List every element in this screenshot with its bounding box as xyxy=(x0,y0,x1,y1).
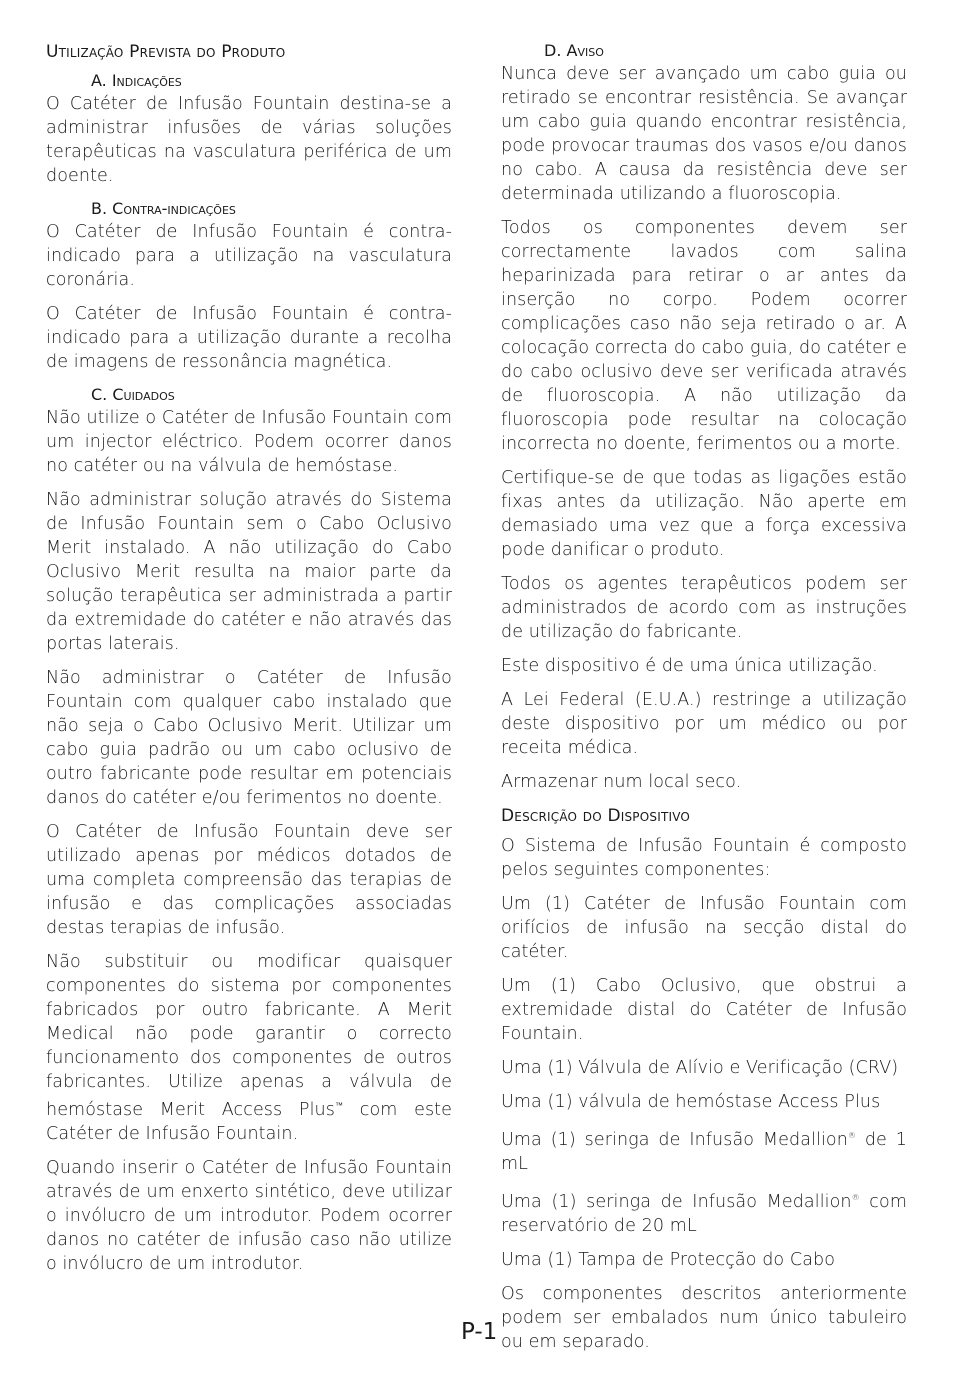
precautions-paragraph-5-text-a: Não substituir ou modificar quaisquer componentes do sistema por componentes fabricados por outro fabricante. A Merit Medical não pode garantir o correcto funcionamento dos componentes de outros fabricantes. Utilize apenas a válvula de hemóstase Merit Access Plus xyxy=(46,952,452,1120)
warning-paragraph-6: A Lei Federal (E.U.A.) restringe a utilização deste dispositivo por um médico ou por receita médica. xyxy=(501,690,907,758)
description-paragraph-7-text-b: com reservatório de 20 mL xyxy=(501,1191,907,1236)
description-paragraph-6 xyxy=(501,1124,907,1176)
warning-paragraph-2: Todos os componentes devem ser correctamente lavados com salina heparinizada para retirar o ar antes da inserção no corpo. Podem ocorrer complicações caso não seja retirado o ar. A colocação correcta do cabo guia, do catéter e do cabo oclusivo deve ser verificada através de fluoroscopia. A não utilização da fluoroscopia pode resultar na colocação incorrecta no doente, ferimentos ou a morte. xyxy=(501,218,907,454)
contraindications-paragraph-2: O Catéter de Infusão Fountain é contra-indicado para a utilização durante a recolha de imagens de ressonância magnética. xyxy=(46,304,452,372)
description-paragraph-4: Uma (1) Válvula de Alívio e Verificação (CRV) xyxy=(501,1058,899,1078)
warning-paragraph-5: Este dispositivo é de uma única utilização. xyxy=(501,656,878,676)
description-paragraph-8: Uma (1) Tampa de Protecção do Cabo xyxy=(501,1249,836,1270)
page-number: P-1 xyxy=(461,1319,498,1345)
precautions-paragraph-1: Não utilize o Catéter de Infusão Fountain com um injector eléctrico. Podem ocorrer danos no catéter ou na válvula de hemóstase. xyxy=(46,408,452,476)
subhead-warning: D. Aviso xyxy=(544,41,604,60)
description-paragraph-3: Um (1) Cabo Oclusivo, que obstrui a extremidade distal do Catéter de Infusão Fountain. xyxy=(501,976,907,1044)
description-paragraph-2: Um (1) Catéter de Infusão Fountain com orifícios de infusão na secção distal do catéter. xyxy=(501,894,907,962)
warning-paragraph-3: Certifique-se de que todas as ligações estão fixas antes da utilização. Não aperte em demasiado uma vez que a força excessiva pode danificar o produto. xyxy=(501,468,907,560)
description-paragraph-9: Os componentes descritos anteriormente podem ser embalados num único tabuleiro ou em separado. xyxy=(501,1283,907,1352)
indications-paragraph: O Catéter de Infusão Fountain destina-se a administrar infusões de várias soluções terapêuticas na vasculatura periférica de um doente. xyxy=(46,94,452,186)
description-paragraph-7-text-a: Uma (1) seringa de Infusão Medallion xyxy=(501,1191,852,1212)
contraindications-paragraph-1: O Catéter de Infusão Fountain é contra-indicado para a utilização na vasculatura coronária. xyxy=(46,222,452,290)
left-column xyxy=(46,40,452,1286)
registered-symbol-2: ® xyxy=(851,1192,860,1202)
subhead-precautions: C. Cuidados xyxy=(91,385,175,404)
precautions-paragraph-2: Não administrar solução através do Sistema de Infusão Fountain sem o Cabo Oclusivo Merit instalado. A não utilização do Cabo Oclusivo Merit resulta na maior parte da solução terapêutica ser administrada a partir da extremidade do catéter e não através das portas laterais. xyxy=(46,490,452,654)
section-title-device-description: Descrição do Dispositivo xyxy=(501,806,691,826)
right-column xyxy=(501,40,907,1364)
trademark-symbol: ™ xyxy=(334,1101,344,1110)
description-paragraph-5: Uma (1) válvula de hemóstase Access Plus xyxy=(501,1092,881,1112)
warning-paragraph-1: Nunca deve ser avançado um cabo guia ou retirado se encontrar resistência. Se avançar um cabo guia quando encontrar resistência, pode provocar traumas dos vasos e/ou danos no cabo. A causa da resistência deve ser determinada utilizando a fluoroscopia. xyxy=(501,64,907,204)
precautions-paragraph-5-text-b: com este Catéter de Infusão Fountain. xyxy=(46,1099,453,1144)
registered-symbol-1: ® xyxy=(847,1131,857,1140)
description-paragraph-7 xyxy=(501,1186,907,1238)
precautions-paragraph-5 xyxy=(46,950,452,1146)
section-title-intended-use: Utilização Prevista do Produto xyxy=(46,42,286,62)
subhead-contraindications: B. Contra-indicações xyxy=(91,199,236,218)
precautions-paragraph-4: O Catéter de Infusão Fountain deve ser utilizado apenas por médicos dotados de uma completa compreensão das terapias de infusão e das complicações associadas destas terapias de infusão. xyxy=(46,822,452,938)
warning-paragraph-4: Todos os agentes terapêuticos podem ser administrados de acordo com as instruções de utilização do fabricante. xyxy=(501,574,907,642)
warning-paragraph-7: Armazenar num local seco. xyxy=(501,772,742,792)
description-paragraph-6-text-a: Uma (1) seringa de Infusão Medallion xyxy=(501,1129,848,1150)
description-paragraph-1: O Sistema de Infusão Fountain é composto pelos seguintes componentes: xyxy=(501,836,907,880)
subhead-indications: A. Indicações xyxy=(91,71,182,90)
precautions-paragraph-6: Quando inserir o Catéter de Infusão Fountain através de um enxerto sintético, deve utilizar o invólucro de um introdutor. Podem ocorrer danos no catéter de infusão caso não utilize o invólucro de um introdutor. xyxy=(46,1157,452,1274)
precautions-paragraph-3: Não administrar o Catéter de Infusão Fountain com qualquer cabo instalado que não seja o Cabo Oclusivo Merit. Utilizar um cabo guia padrão ou um cabo oclusivo de outro fabricante pode resultar em potenciais danos do catéter e/ou ferimentos no doente. xyxy=(46,668,452,808)
description-paragraph-6-text-b: de 1 mL xyxy=(501,1129,907,1174)
